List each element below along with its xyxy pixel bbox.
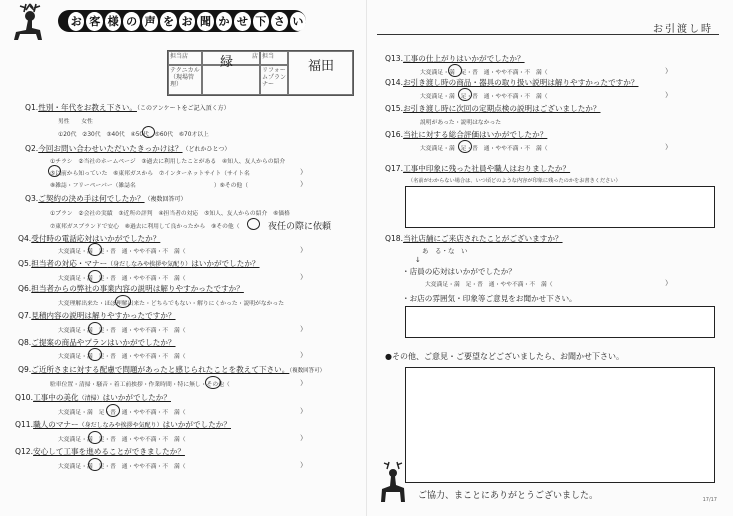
q7-scale: 大変満足・満 足・普 通・やや不満・不 満（	[58, 328, 186, 334]
close-paren: ）	[300, 168, 307, 176]
q18-scale: あ る・な い	[422, 247, 468, 255]
q17-note: （名前がわからない場合は、いつ頃どのような内容が印象に残ったのかをお書きください）	[408, 178, 621, 184]
close-paren: ）	[300, 434, 307, 442]
q16-scale: 大変満足・満 足・普 通・やや不満・不 満（	[420, 146, 548, 152]
title-char: せ	[234, 12, 250, 31]
circle-mark	[458, 140, 472, 153]
close-paren: ）	[665, 91, 672, 99]
q18-arrow: ↓	[415, 256, 421, 264]
q15-scale: 説明があった・説明はなかった	[420, 120, 502, 126]
q5-scale: 大変満足・満 足・普 通・やや不満・不 満（	[58, 276, 186, 282]
circle-mark	[458, 88, 472, 101]
q10-scale: 大変満足・満 足・普 通・やや不満・不 満（	[58, 410, 186, 416]
page-number: 17/17	[702, 497, 717, 503]
circle-mark	[88, 270, 102, 283]
title-char: 声	[142, 12, 158, 31]
header-rule	[377, 34, 719, 35]
q6-heading: Q6.担当者からの弊社の事業内容の説明は解りやすかったですか？	[18, 284, 244, 293]
q9-heading: Q9.ご近所さまに対する配慮で問題があったと感じられたことを教えて下さい。（複数回答可）	[18, 365, 326, 374]
close-paren: ）	[300, 461, 307, 469]
title-char: 聞	[197, 12, 213, 31]
circle-mark	[247, 218, 260, 230]
q2-options-1: ①チラシ ②当社のホームページ ③過去に利用したことがある ④知人、友人からの紹介	[50, 159, 286, 165]
title-char: 下	[253, 12, 269, 31]
title-char: 客	[86, 12, 102, 31]
thank-you-footer: ご協力、まことにありがとうございました。	[418, 491, 599, 501]
q3-heading: Q3.ご契約の決め手は何でしたか？（複数回答可）	[25, 194, 187, 203]
q18-answer-box[interactable]	[405, 306, 715, 338]
circle-mark	[106, 404, 120, 417]
close-paren: ）	[665, 279, 672, 287]
other-answer-box[interactable]	[405, 367, 715, 483]
center-fold	[366, 0, 367, 516]
q4-heading: Q4.受付時の電話応対はいかがでしたか？	[18, 234, 161, 243]
title-char: い	[290, 12, 306, 31]
title-char: お	[68, 12, 84, 31]
q2-options-3: ⑧雑誌・フリーペーパー（雑誌名 ）⑨その他（	[50, 183, 249, 189]
title-char: か	[216, 12, 232, 31]
q17-answer-box[interactable]	[405, 186, 715, 228]
q16-heading: Q16.当社に対する総合評価はいかがでしたか？	[385, 130, 548, 139]
staff-label: 担当	[260, 51, 288, 65]
q3-handwritten: 夜任の際に依頼	[268, 222, 332, 232]
close-paren: ）	[300, 379, 307, 387]
q10-heading: Q10.工事中の美化（清掃）はいかがでしたか？	[15, 393, 171, 402]
title-char: さ	[271, 12, 287, 31]
q13-heading: Q13.工事の仕上がりはいかがでしたか？	[385, 54, 525, 63]
close-paren: ）	[300, 407, 307, 415]
store-name-handwritten: 緑	[220, 55, 234, 70]
close-paren: ）	[300, 180, 307, 188]
deer-logo-icon	[376, 458, 410, 506]
staff-name-handwritten: 福田	[308, 59, 335, 74]
q1-gender-options: 男性 女性	[58, 119, 93, 125]
other-heading: ●その他、ご意見・ご要望などございましたら、お聞かせ下さい。	[385, 352, 624, 361]
q17-heading: Q17.工事中印象に残った社員や職人はおりましたか？	[385, 164, 571, 173]
close-paren: ）	[665, 143, 672, 151]
circle-mark	[88, 431, 102, 444]
q14-heading: Q14.お引き渡し時の商品・器具の取り扱い説明は解りやすかったですか？	[385, 78, 639, 87]
q3-options-1: ①プラン ②会社の実績 ③近所の評判 ④担当者の対応 ⑤知人、友人からの紹介 ⑥価格	[50, 211, 290, 217]
close-paren: ）	[665, 67, 672, 75]
q18-sub1: ・店員の応対はいかがでしたか？	[402, 267, 516, 276]
circle-mark	[88, 348, 102, 361]
q6-scale: 大変理解出来た・ほぼ理解出来た・どちらでもない・解りにくかった・説明がなかった	[58, 301, 285, 307]
title-char: お	[179, 12, 195, 31]
q18-sub2: ・お店の雰囲気・印象等ご意見をお聞かせ下さい。	[402, 294, 577, 303]
q1-heading: Q1.性別・年代をお教え下さい。（このアンケートをご記入頂く方）	[25, 103, 230, 112]
q14-scale: 大変満足・満 足・普 通・やや不満・不 満（	[420, 94, 548, 100]
q12-heading: Q12.安心して工事を進めることができましたか？	[15, 447, 185, 456]
circle-mark	[88, 458, 102, 471]
q8-scale: 大変満足・満 足・普 通・やや不満・不 満（	[58, 354, 186, 360]
close-paren: ）	[300, 246, 307, 254]
q7-heading: Q7.見積内容の説明は解りやすかったですか？	[18, 311, 176, 320]
circle-mark	[48, 165, 61, 177]
q1-age-options: ①20代 ②30代 ③40代 ④50代 ⑤60代 ⑥70才以上	[58, 132, 209, 138]
q11-heading: Q11.職人のマナー（身だしなみや挨拶や気配り）はいかがでしたか？	[15, 420, 231, 429]
q12-scale: 大変満足・満 足・普 通・やや不満・不 満（	[58, 464, 186, 470]
q13-scale: 大変満足・満 足・普 通・やや不満・不 満（	[420, 70, 548, 76]
q8-heading: Q8.ご提案の商品やプランはいかがでしたか？	[18, 338, 176, 347]
right-page-title: お引渡し時	[653, 24, 713, 35]
q2-heading: Q2.今回お問い合わせいただいたきっかけは？（どれかひとつ）	[25, 144, 231, 153]
close-paren: ）	[300, 273, 307, 281]
close-paren: ）	[300, 325, 307, 333]
q3-options-2: ⑦東邦ガスブランドで安心 ⑧過去に利用して良かったから ⑨その他（	[50, 224, 240, 230]
q9-options: 駐車位置・清掃・騒音・着工前挨拶・作業時間・特に無し・その他（	[50, 382, 230, 388]
store-label: 担当店	[168, 51, 202, 65]
deer-logo-icon	[6, 0, 54, 46]
title-banner	[58, 10, 306, 32]
title-char: の	[123, 12, 139, 31]
q2-options-2: ⑤以前から知っていた ⑥東邦ガスから ⑦インターネットサイト（サイト名	[50, 171, 250, 177]
reform-label: リフォームプランナー	[260, 65, 288, 95]
circle-mark	[88, 322, 102, 335]
close-paren: ）	[300, 351, 307, 359]
circle-mark	[448, 64, 462, 77]
techno-label: テクニカル（現場管理）	[168, 65, 202, 95]
store-suffix: 店	[202, 51, 260, 65]
title-char: を	[160, 12, 176, 31]
circle-mark	[142, 126, 155, 138]
q5-heading: Q5.担当者の対応・マナー（身だしなみや挨拶や気配り）はいかがでしたか？	[18, 259, 260, 268]
q18-sub1-scale: 大変満足・満 足・普 通・やや不満・不 満（	[425, 282, 553, 288]
staff-info-table	[167, 50, 354, 96]
q11-scale: 大変満足・満 足・普 通・やや不満・不 満（	[58, 437, 186, 443]
circle-mark	[205, 376, 221, 389]
q15-heading: Q15.お引き渡し時に次回の定期点検の説明はございましたか？	[385, 104, 601, 113]
q4-scale: 大変満足・満 足・普 通・やや不満・不 満（	[58, 249, 186, 255]
circle-mark	[115, 295, 131, 308]
q18-heading: Q18.当社店舗にご来店されたことがございますか？	[385, 234, 563, 243]
title-char: 様	[105, 12, 121, 31]
circle-mark	[88, 243, 102, 256]
